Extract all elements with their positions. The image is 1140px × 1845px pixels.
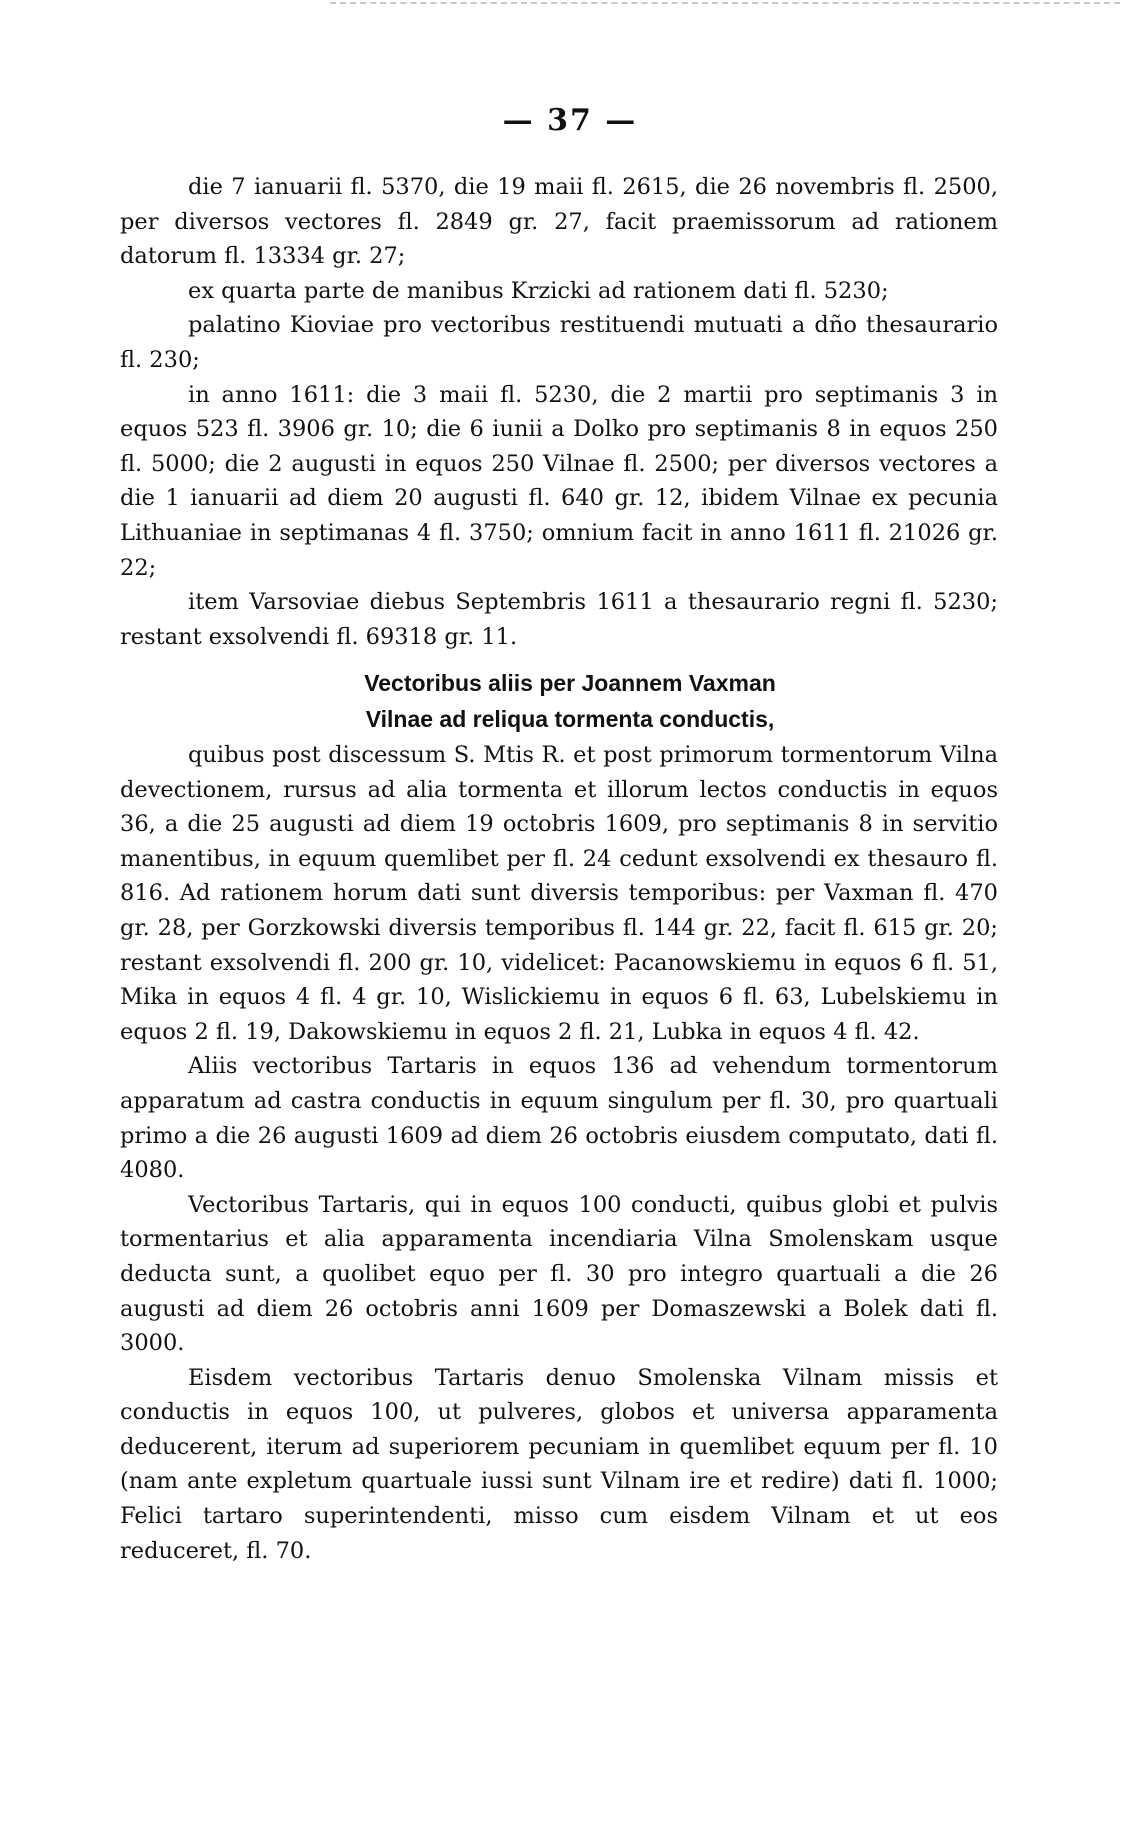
- paragraph-3: Vectoribus Tartaris, qui in equos 100 conducti, quibus globi et pulvis tormentarius et alia apparamenta incendiaria Vilna Smolenskam usque deducta sunt, a quolibet equo per fl. 30 pro integro quartuali a die 26 augusti ad diem 26 octobris anni 1609 per Domaszewski a Bolek dati fl. 3000.: [120, 1191, 998, 1357]
- section-body: [120, 738, 998, 1568]
- section-heading-line-2: Vilnae ad reliqua tormenta conductis,: [365, 706, 775, 732]
- paragraph-1: quibus post discessum S. Mtis R. et post primorum tormentorum Vilna devectionem, rursus ad alia tormenta et illorum lectos conductis in equos 36, a die 25 augusti ad diem 19 octobris 1609, pro septimanis 8 in servitio manentibus, in equum quemlibet per fl. 24 cedunt exsolvendi ex thesauro fl. 816. Ad rationem horum dati sunt diversis temporibus: per Vaxman fl. 470 gr. 28, per Gorzkowski diversis temporibus fl. 144 gr. 22, facit fl. 615 gr. 20; restant exsolvendi fl. 200 gr. 10, videlicet: Pacanowskiemu in equos 6 fl. 51, Mika in equos 4 fl. 4 gr. 10, Wislickiemu in equos 6 fl. 63, Lubelskiemu in equos 2 fl. 19, Dakowskiemu in equos 2 fl. 21, Lubka in equos 4 fl. 42.: [120, 742, 998, 1045]
- section-heading-line-1: Vectoribus aliis per Joannem Vaxman: [364, 670, 776, 696]
- entry-1: die 7 ianuarii fl. 5370, die 19 maii fl. 2615, die 26 novembris fl. 2500, per diversos vectores fl. 2849 gr. 27, facit praemissorum ad rationem datorum fl. 13334 gr. 27;: [120, 174, 998, 270]
- entry-2: ex quarta parte de manibus Krzicki ad rationem dati fl. 5230;: [188, 277, 889, 304]
- entry-3: palatino Kioviae pro vectoribus restituendi mutuati a dño thesaurario fl. 230;: [120, 312, 998, 373]
- paragraph-2: Aliis vectoribus Tartaris in equos 136 ad vehendum tormentorum apparatum ad castra conductis in equum singulum per fl. 30, pro quartuali primo a die 26 augusti 1609 ad diem 26 octobris eiusdem computato, dati fl. 4080.: [120, 1053, 998, 1184]
- scan-edge-line: [330, 2, 1120, 4]
- entry-4: in anno 1611: die 3 maii fl. 5230, die 2 martii pro septimanis 3 in equos 523 fl. 3906 gr. 10; die 6 iunii a Dolko pro septimanis 8 in equos 250 fl. 5000; die 2 augusti in equos 250 Vilnae fl. 2500; per diversos vectores a die 1 ianuarii ad diem 20 augusti fl. 640 gr. 12, ibidem Vilnae ex pecunia Lithuaniae in septimanas 4 fl. 3750; omnium facit in anno 1611 fl. 21026 gr. 22;: [120, 381, 998, 581]
- page-number: — 37 —: [502, 103, 638, 138]
- paragraph-4: Eisdem vectoribus Tartaris denuo Smolenska Vilnam missis et conductis in equos 100, ut pulveres, globos et universa apparamenta deducerent, iterum ad superiorem pecuniam in quemlibet equum per fl. 10 (nam ante expletum quartuale iussi sunt Vilnam ire et redire) dati fl. 1000; Felici tartaro superintendenti, misso cum eisdem Vilnam et ut eos reduceret, fl. 70.: [120, 1364, 998, 1564]
- account-entries: [120, 170, 998, 654]
- entry-5: item Varsoviae diebus Septembris 1611 a thesaurario regni fl. 5230; restant exsolvendi fl. 69318 gr. 11.: [120, 589, 998, 650]
